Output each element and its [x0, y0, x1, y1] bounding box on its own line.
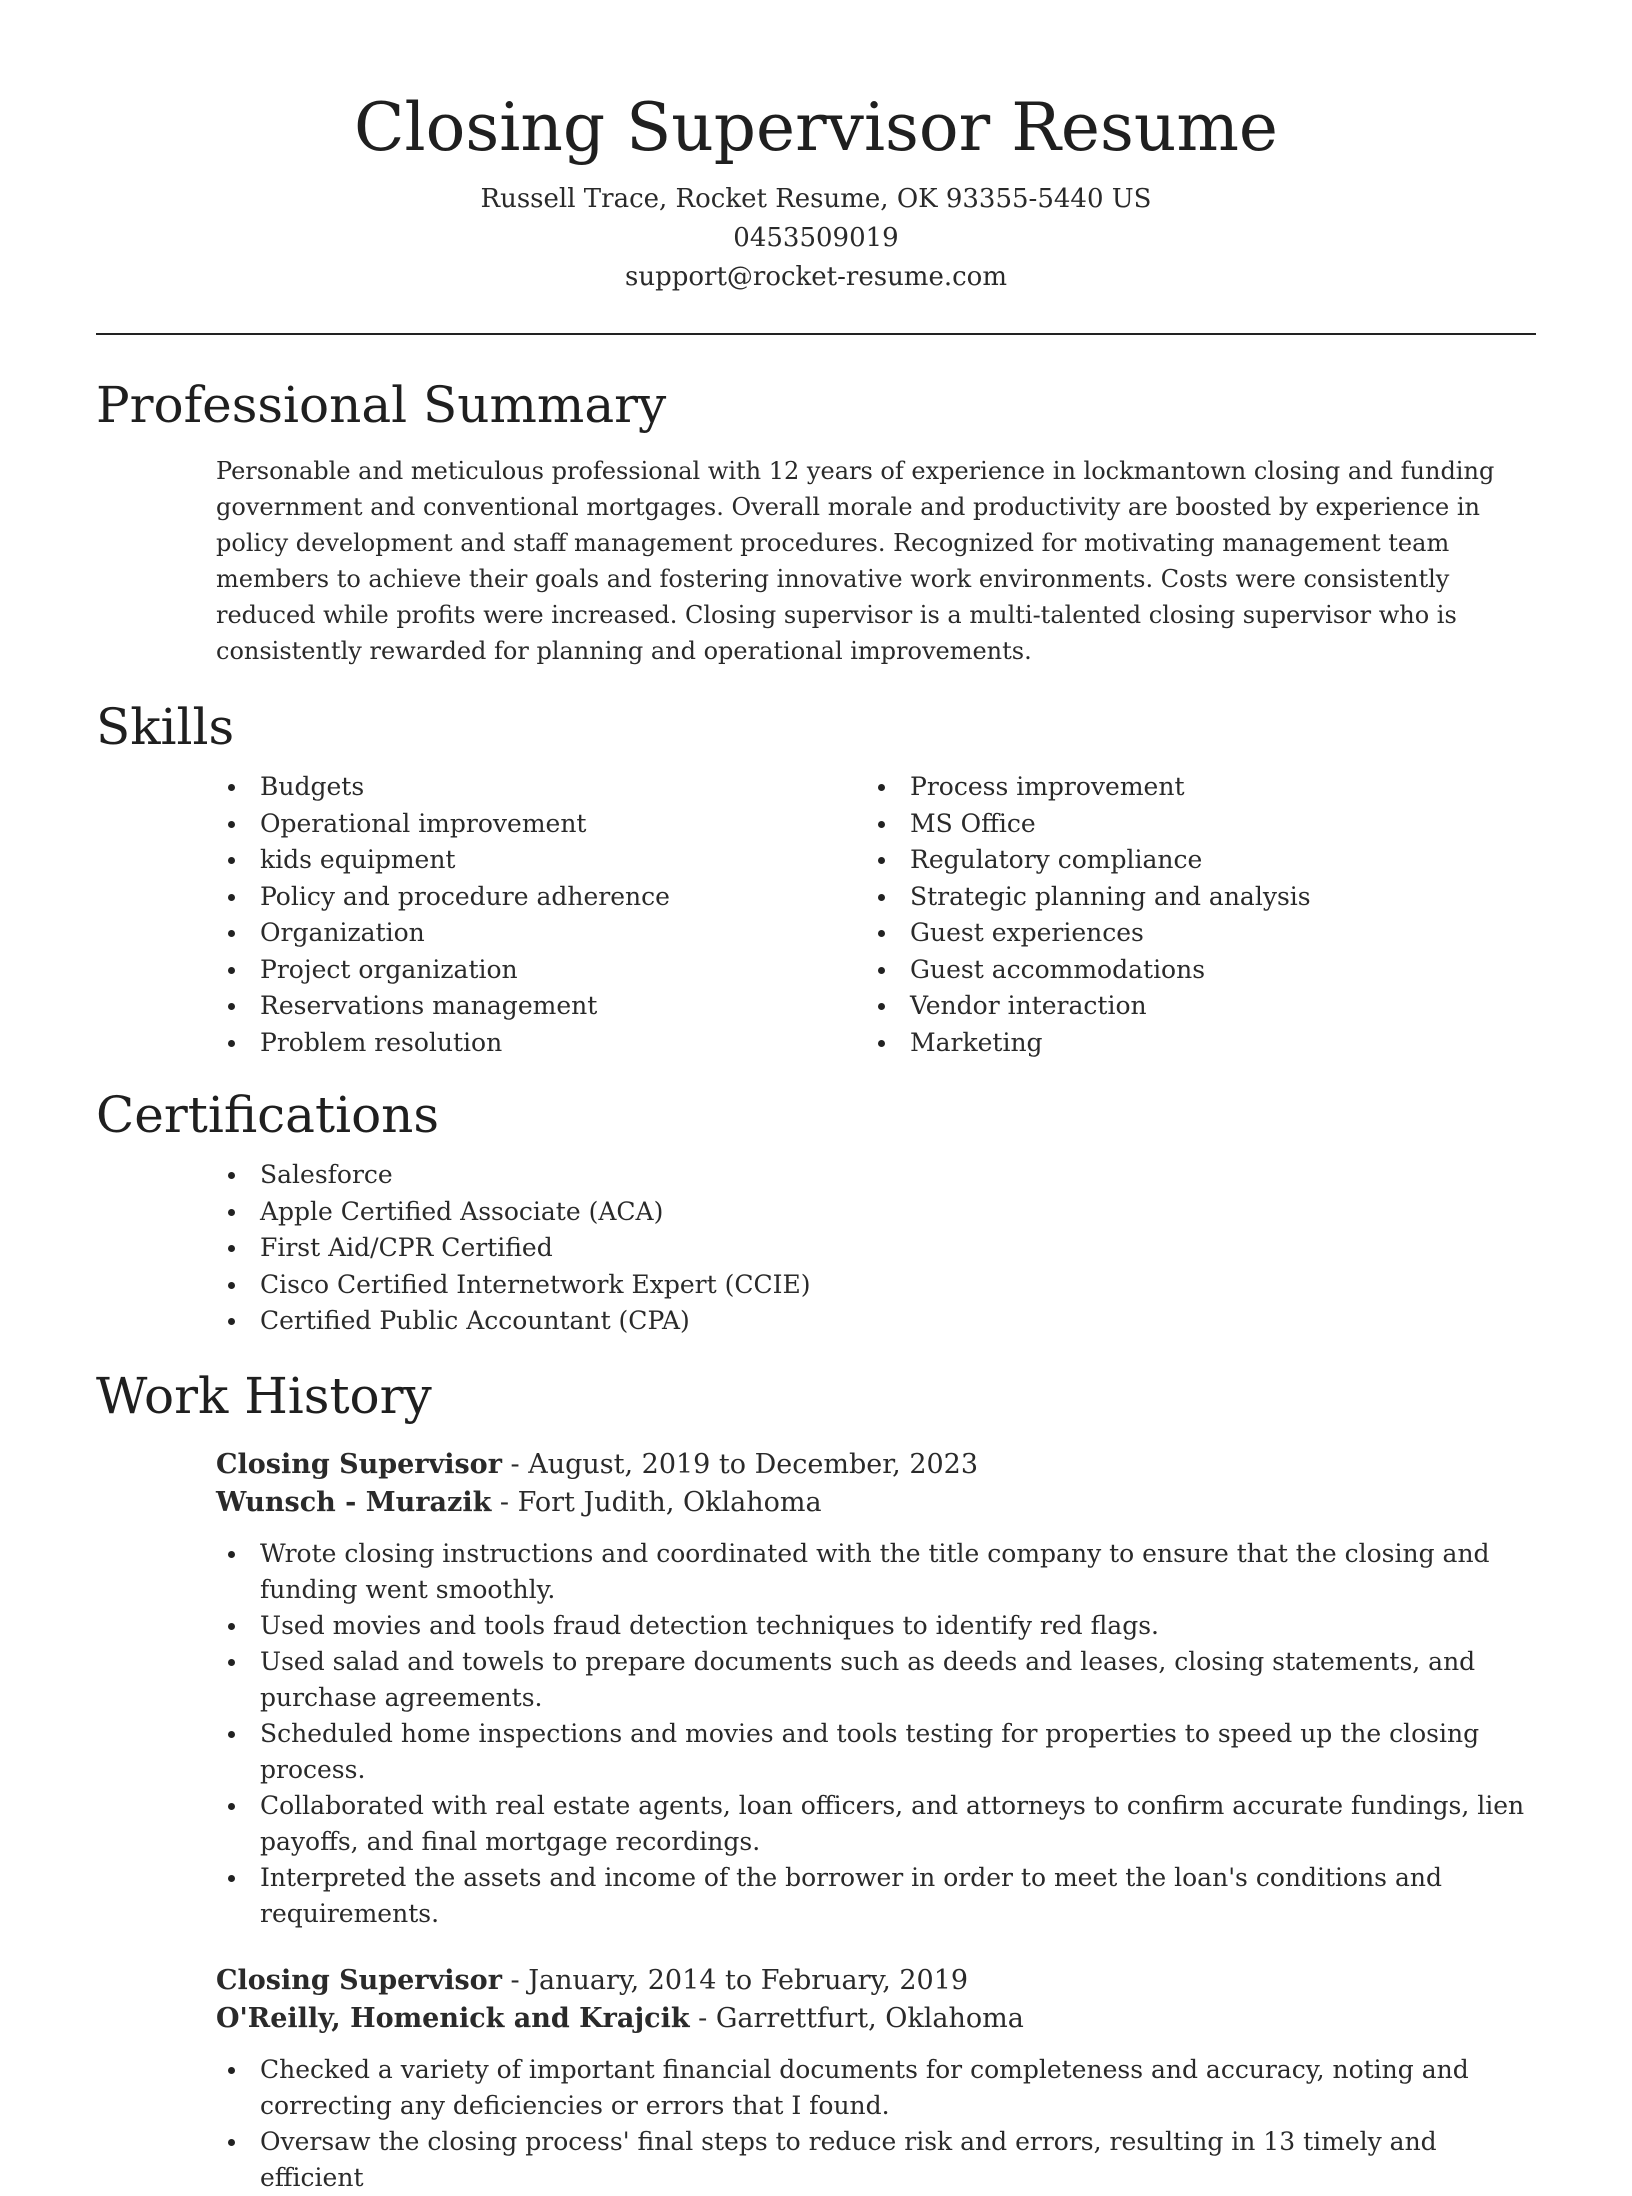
certifications-section [96, 1085, 1536, 1340]
job-duty-item: Checked a variety of important financial documents for completeness and accuracy, noting and correcting any deficiencies or errors that I found. [216, 2052, 1536, 2124]
resume-header [0, 0, 1632, 297]
job-duties-list [216, 1536, 1536, 1932]
skill-item: kids equipment [216, 842, 866, 879]
skills-column-right [866, 769, 1516, 1061]
skill-item: Guest accommodations [866, 952, 1516, 989]
summary-heading: Professional Summary [96, 376, 667, 434]
certification-item: Salesforce [216, 1157, 1536, 1194]
contact-phone: 0453509019 [733, 223, 899, 253]
contact-address: Russell Trace, Rocket Resume, OK 93355-5440 US [480, 184, 1152, 214]
job-duties-list [216, 2052, 1536, 2196]
contact-block [0, 180, 1632, 297]
job-duty-item: Wrote closing instructions and coordinated with the title company to ensure that the closing and funding went smoothly. [216, 1536, 1536, 1608]
job-title-line [216, 1962, 1536, 2000]
summary-section [96, 375, 1536, 669]
job-duty-item: Scheduled home inspections and movies and tools testing for properties to speed up the closing process. [216, 1716, 1536, 1788]
job-spacer [96, 1932, 1536, 1962]
skill-item: Regulatory compliance [866, 842, 1516, 879]
skills-heading: Skills [96, 698, 235, 756]
skill-item: Strategic planning and analysis [866, 879, 1516, 916]
job-entry [216, 1962, 1536, 2196]
summary-text: Personable and meticulous professional with 12 years of experience in lockmantown closing and funding government and conventional mortgages. Overall morale and productivity are boosted by experience in policy development and staff management procedures. Recognized for motivating management team members to achieve their goals and fostering innovative work environments. Costs were consistently reduced while profits were increased. Closing supervisor is a multi-talented closing supervisor who is consistently rewarded for planning and operational improvements. [216, 457, 1495, 665]
job-duty-item: Oversaw the closing process' final steps to reduce risk and errors, resulting in 13 timely and efficient [216, 2124, 1536, 2196]
skill-item: Operational improvement [216, 806, 866, 843]
skill-item: Organization [216, 915, 866, 952]
job-duty-item: Collaborated with real estate agents, loan officers, and attorneys to confirm accurate fundings, lien payoffs, and final mortgage recordings. [216, 1788, 1536, 1860]
skills-column-left [216, 769, 866, 1061]
job-duty-item: Used movies and tools fraud detection techniques to identify red flags. [216, 1608, 1536, 1644]
job-duty-item: Interpreted the assets and income of the borrower in order to meet the loan's conditions and requirements. [216, 1860, 1536, 1932]
skill-item: MS Office [866, 806, 1516, 843]
contact-email: support@rocket-resume.com [624, 262, 1007, 292]
skill-item: Marketing [866, 1025, 1516, 1062]
job-location: - Garrettfurt, Oklahoma [689, 2002, 1024, 2034]
job-company-line [216, 2000, 1536, 2038]
skill-item: Reservations management [216, 988, 866, 1025]
job-title: Closing Supervisor [216, 1448, 502, 1480]
certification-item: Cisco Certified Internetwork Expert (CCIE) [216, 1267, 1536, 1304]
skill-item: Process improvement [866, 769, 1516, 806]
skills-list-left [216, 769, 866, 1061]
job-location: - Fort Judith, Oklahoma [491, 1486, 822, 1518]
skills-list-right [866, 769, 1516, 1061]
job-duty-item: Used salad and towels to prepare documents such as deeds and leases, closing statements, and purchase agreements. [216, 1644, 1536, 1716]
header-divider [96, 333, 1536, 335]
job-company: Wunsch - Murazik [216, 1486, 492, 1518]
skills-section [96, 697, 1536, 1061]
skill-item: Budgets [216, 769, 866, 806]
skill-item: Policy and procedure adherence [216, 879, 866, 916]
document-title: Closing Supervisor Resume [354, 89, 1278, 166]
certification-item: Apple Certified Associate (ACA) [216, 1194, 1536, 1231]
certifications-heading: Certifications [96, 1086, 440, 1144]
certification-item: Certified Public Accountant (CPA) [216, 1303, 1536, 1340]
skill-item: Project organization [216, 952, 866, 989]
work-history-heading: Work History [96, 1366, 432, 1425]
job-company-line [216, 1484, 1536, 1522]
skills-grid [216, 769, 1536, 1061]
job-title-line [216, 1446, 1536, 1484]
job-title: Closing Supervisor [216, 1964, 502, 1996]
skill-item: Problem resolution [216, 1025, 866, 1062]
skill-item: Guest experiences [866, 915, 1516, 952]
skill-item: Vendor interaction [866, 988, 1516, 1025]
job-dates: - August, 2019 to December, 2023 [501, 1448, 979, 1480]
certification-item: First Aid/CPR Certified [216, 1230, 1536, 1267]
job-entry [216, 1446, 1536, 1932]
certifications-list [216, 1157, 1536, 1340]
job-dates: - January, 2014 to February, 2019 [501, 1964, 969, 1996]
work-history-section [96, 1366, 1536, 2196]
job-company: O'Reilly, Homenick and Krajcik [216, 2002, 690, 2034]
